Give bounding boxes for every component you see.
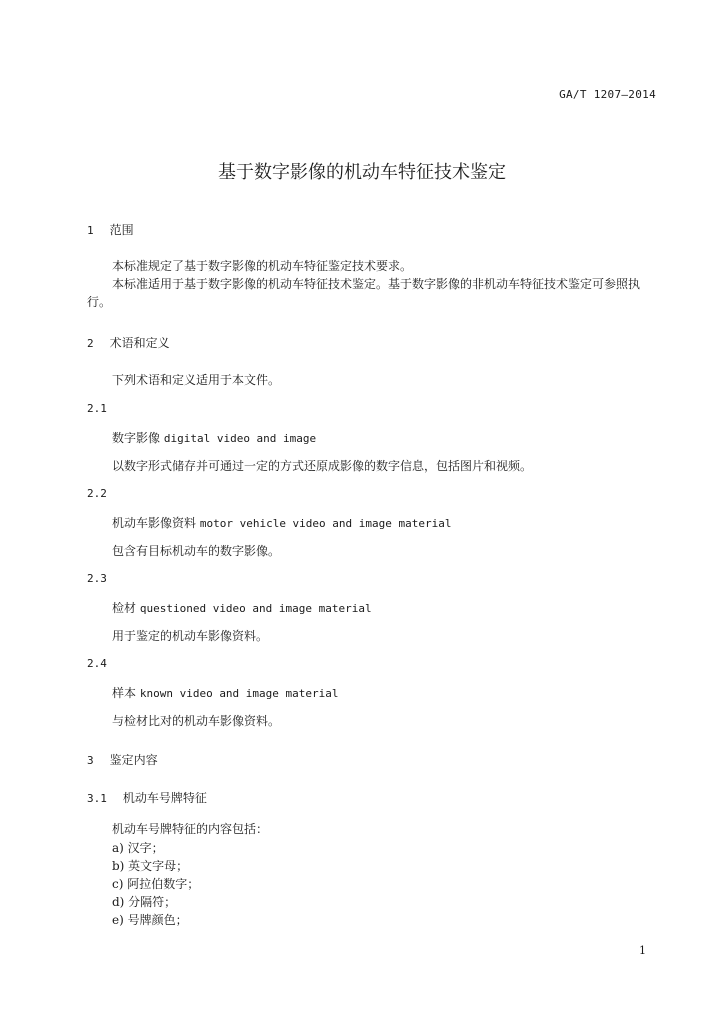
list-item: b) 英文字母； bbox=[112, 859, 189, 873]
standard-code: GA/T 1207—2014 bbox=[559, 88, 656, 101]
term-number: 2.1 bbox=[87, 402, 107, 415]
term-zh: 机动车影像资料 bbox=[112, 516, 197, 530]
page-number: 1 bbox=[639, 944, 646, 957]
section-2-intro: 下列术语和定义适用于本文件。 bbox=[112, 373, 281, 387]
term-name bbox=[112, 599, 372, 616]
term-definition: 以数字形式储存并可通过一定的方式还原成影像的数字信息，包括图片和视频。 bbox=[112, 459, 533, 473]
term-en: questioned video and image material bbox=[139, 602, 372, 615]
subsection-intro: 机动车号牌特征的内容包括： bbox=[112, 822, 269, 836]
section-number: 2 bbox=[87, 337, 94, 350]
subsection-number: 3.1 bbox=[87, 792, 107, 805]
term-definition: 与检材比对的机动车影像资料。 bbox=[112, 714, 281, 728]
subsection-title: 机动车号牌特征 bbox=[122, 791, 207, 805]
term-number: 2.2 bbox=[87, 487, 107, 500]
document-title: 基于数字影像的机动车特征技术鉴定 bbox=[218, 162, 506, 183]
section-1-paragraph-1: 本标准规定了基于数字影像的机动车特征鉴定技术要求。 bbox=[112, 259, 413, 273]
term-definition: 包含有目标机动车的数字影像。 bbox=[112, 544, 281, 558]
list-item: e) 号牌颜色； bbox=[112, 913, 188, 927]
section-1-heading bbox=[87, 221, 134, 238]
term-en: digital video and image bbox=[163, 432, 317, 445]
section-3-heading bbox=[87, 751, 158, 768]
term-name bbox=[112, 684, 339, 701]
term-en: known video and image material bbox=[139, 687, 339, 700]
term-name bbox=[112, 514, 452, 531]
term-number: 2.3 bbox=[87, 572, 107, 585]
section-title: 范围 bbox=[109, 223, 134, 237]
section-2-heading bbox=[87, 334, 170, 351]
section-1-paragraph-2: 本标准适用于基于数字影像的机动车特征技术鉴定。基于数字影像的非机动车特征技术鉴定可参照执行。 bbox=[87, 277, 641, 309]
list-item: d) 分隔符； bbox=[112, 895, 177, 909]
subsection-3-1-heading bbox=[87, 789, 207, 806]
term-name bbox=[112, 429, 316, 446]
section-title: 术语和定义 bbox=[109, 336, 170, 350]
section-number: 3 bbox=[87, 754, 94, 767]
list-item: c) 阿拉伯数字； bbox=[112, 877, 200, 891]
section-number: 1 bbox=[87, 224, 94, 237]
term-zh: 样本 bbox=[112, 686, 137, 700]
term-number: 2.4 bbox=[87, 657, 107, 670]
term-en: motor vehicle video and image material bbox=[199, 517, 452, 530]
section-title: 鉴定内容 bbox=[109, 753, 158, 767]
term-zh: 数字影像 bbox=[112, 431, 161, 445]
list-item: a) 汉字； bbox=[112, 841, 164, 855]
term-zh: 检材 bbox=[112, 601, 137, 615]
term-definition: 用于鉴定的机动车影像资料。 bbox=[112, 629, 269, 643]
